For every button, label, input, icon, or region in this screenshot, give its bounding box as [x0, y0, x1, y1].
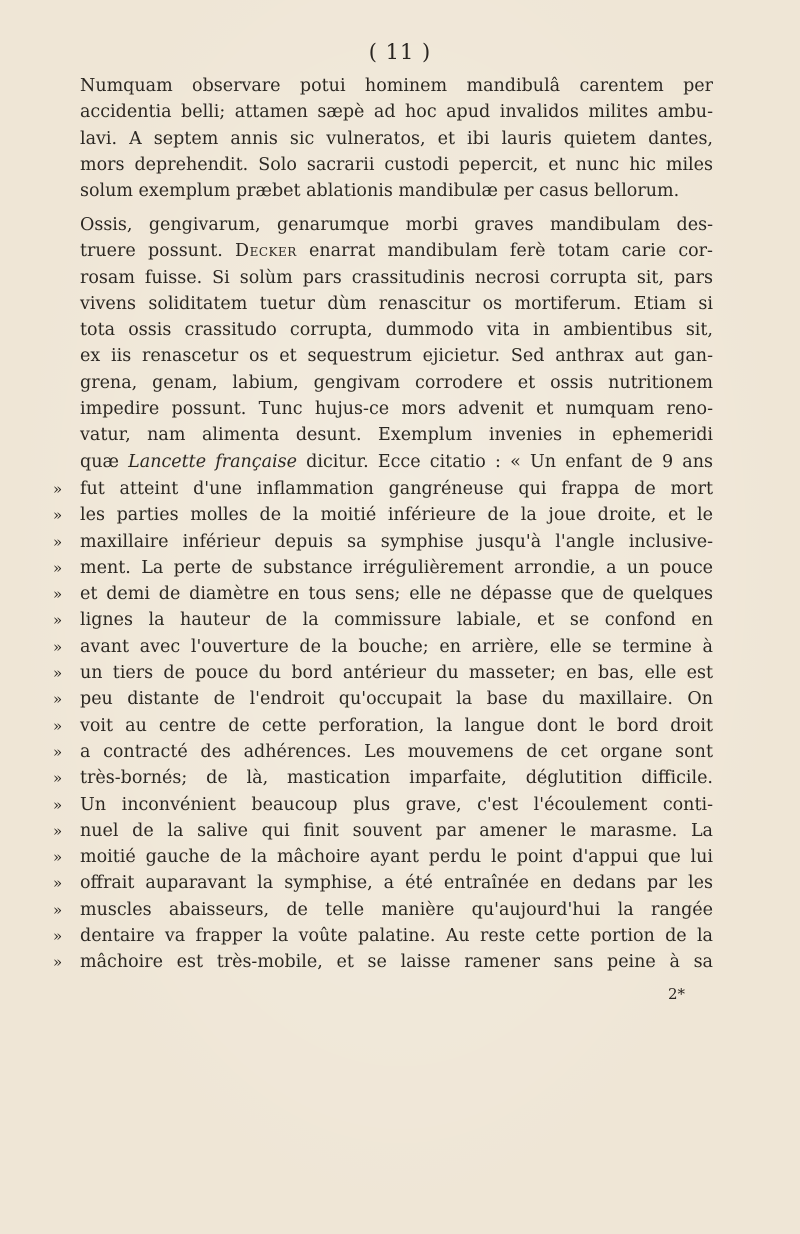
- text-line: ex iis renascetur os et sequestrum ejicietur. Sed anthrax aut gan-: [80, 346, 713, 367]
- quote-line-text: avant avec l'ouverture de la bouche; en arrière, elle se termine à: [80, 636, 713, 657]
- guillemet-mark: »: [53, 611, 63, 630]
- quote-line: [53, 923, 713, 949]
- author-name: Decker: [235, 241, 297, 262]
- line-text: enarrat mandibulam ferè totam carie cor-: [309, 241, 713, 262]
- signature-mark: 2*: [668, 985, 686, 1003]
- quote-line: [53, 555, 713, 581]
- quote-line: [53, 476, 713, 502]
- guillemet-mark: »: [53, 558, 63, 577]
- line-text: Ossis, gengivarum, genarumque morbi graves mandibulam des-: [80, 215, 713, 235]
- guillemet-mark: »: [53, 637, 63, 656]
- quote-line-text: un tiers de pouce du bord antérieur du masseter; en bas, elle est: [80, 663, 713, 684]
- text-line: vivens soliditatem tuetur dùm renascitur os mortiferum. Etiam si: [80, 293, 713, 314]
- quote-line-text: lignes la hauteur de la commissure labiale, et se confond en: [80, 610, 713, 631]
- guillemet-mark: »: [53, 480, 63, 498]
- guillemet-mark: »: [53, 821, 63, 840]
- text-line: [80, 212, 713, 238]
- guillemet-mark: »: [53, 953, 63, 972]
- guillemet-mark: »: [53, 769, 63, 788]
- guillemet-mark: »: [53, 585, 63, 604]
- quote-line-text: peu distante de l'endroit qu'occupait la base du maxillaire. On: [80, 689, 713, 710]
- quote-line-text: a contracté des adhérences. Les mouvemens de cet organe sont: [80, 741, 713, 762]
- quote-line: [53, 949, 713, 975]
- guillemet-mark: »: [53, 848, 63, 867]
- quote-line: [53, 686, 713, 712]
- guillemet-mark: »: [53, 742, 63, 761]
- text-line: accidentia belli; attamen sæpè ad hoc apud invalidos milites ambu-: [80, 102, 713, 123]
- quote-line-text: Un inconvénient beaucoup plus grave, c'est l'écoulement conti-: [80, 794, 713, 815]
- text-line: tota ossis crassitudo corrupta, dummodo vita in ambientibus sit,: [80, 320, 713, 341]
- guillemet-mark: »: [53, 532, 63, 551]
- guillemet-mark: »: [53, 664, 63, 683]
- quote-line-text: ment. La perte de substance irrégulièrement arrondie, a un pouce: [80, 557, 713, 578]
- guillemet-mark: »: [53, 795, 63, 814]
- line-text: dicitur. Ecce citatio : « Un enfant de 9 ans: [306, 451, 713, 472]
- line-text: truere possunt.: [80, 241, 223, 262]
- text-line: mors deprehendit. Solo sacrarii custodi pepercit, et nunc hic miles: [80, 154, 713, 175]
- quote-line-text: muscles abaisseurs, de telle manière qu'aujourd'hui la rangée: [80, 899, 713, 920]
- quote-line: [53, 897, 713, 923]
- text-line: grena, genam, labium, gengivam corrodere et ossis nutritionem: [80, 372, 713, 393]
- text-line: [80, 449, 713, 475]
- quote-line-text: voit au centre de cette perforation, la langue dont le bord droit: [80, 715, 713, 736]
- quote-line-text: fut atteint d'une inflammation gangréneuse qui frappa de mort: [80, 479, 713, 499]
- quote-line: [53, 818, 713, 844]
- quote-line-text: les parties molles de la moitié inférieure de la joue droite, et le: [80, 505, 713, 526]
- text-line: vatur, nam alimenta desunt. Exemplum invenies in ephemeridi: [80, 425, 713, 446]
- quote-line: [53, 529, 713, 555]
- text-line: lavi. A septem annis sic vulneratos, et ibi lauris quietem dantes,: [80, 128, 713, 149]
- quote-line: [53, 870, 713, 896]
- quote-line: [53, 660, 713, 686]
- guillemet-mark: »: [53, 927, 63, 946]
- guillemet-mark: »: [53, 874, 63, 893]
- quotation-block: [53, 476, 713, 976]
- guillemet-mark: »: [53, 690, 63, 709]
- quote-line: [53, 844, 713, 870]
- guillemet-mark: »: [53, 716, 63, 735]
- quote-line-text: dentaire va frapper la voûte palatine. Au reste cette portion de la: [80, 926, 713, 947]
- text-line: [80, 238, 713, 264]
- quote-line: [53, 739, 713, 765]
- journal-title: Lancette française: [128, 451, 297, 472]
- text-line: impedire possunt. Tunc hujus-ce mors advenit et numquam reno-: [80, 399, 713, 420]
- paragraph-2: [80, 212, 713, 475]
- line-text: quæ: [80, 451, 119, 472]
- quote-line-text: très-bornés; de là, mastication imparfaite, déglutition difficile.: [80, 768, 713, 789]
- quote-line-text: moitié gauche de la mâchoire ayant perdu le point d'appui que lui: [80, 847, 713, 868]
- text-line: rosam fuisse. Si solùm pars crassitudinis necrosi corrupta sit, pars: [80, 267, 713, 288]
- quote-line: [53, 502, 713, 528]
- quote-line-text: mâchoire est très-mobile, et se laisse ramener sans peine à sa: [80, 952, 713, 973]
- quote-line: [53, 607, 713, 633]
- text-line: Numquam observare potui hominem mandibulâ carentem per: [80, 76, 713, 96]
- page-number: ( 11 ): [368, 40, 432, 64]
- guillemet-mark: »: [53, 900, 63, 919]
- quote-line: [53, 765, 713, 791]
- text-line: solum exemplum præbet ablationis mandibulæ per casus bellorum.: [80, 181, 680, 202]
- quote-line-text: et demi de diamètre en tous sens; elle ne dépasse que de quelques: [80, 584, 713, 605]
- quote-line-text: offrait auparavant la symphise, a été entraînée en dedans par les: [80, 873, 713, 894]
- quote-line-text: maxillaire inférieur depuis sa symphise jusqu'à l'angle inclusive-: [80, 531, 713, 552]
- paragraph-1: [80, 73, 713, 204]
- quote-line: [53, 634, 713, 660]
- guillemet-mark: »: [53, 506, 63, 525]
- quote-line: [53, 713, 713, 739]
- quote-line: [53, 792, 713, 818]
- quote-line-text: nuel de la salive qui finit souvent par amener le marasme. La: [80, 820, 713, 841]
- quote-line: [53, 581, 713, 607]
